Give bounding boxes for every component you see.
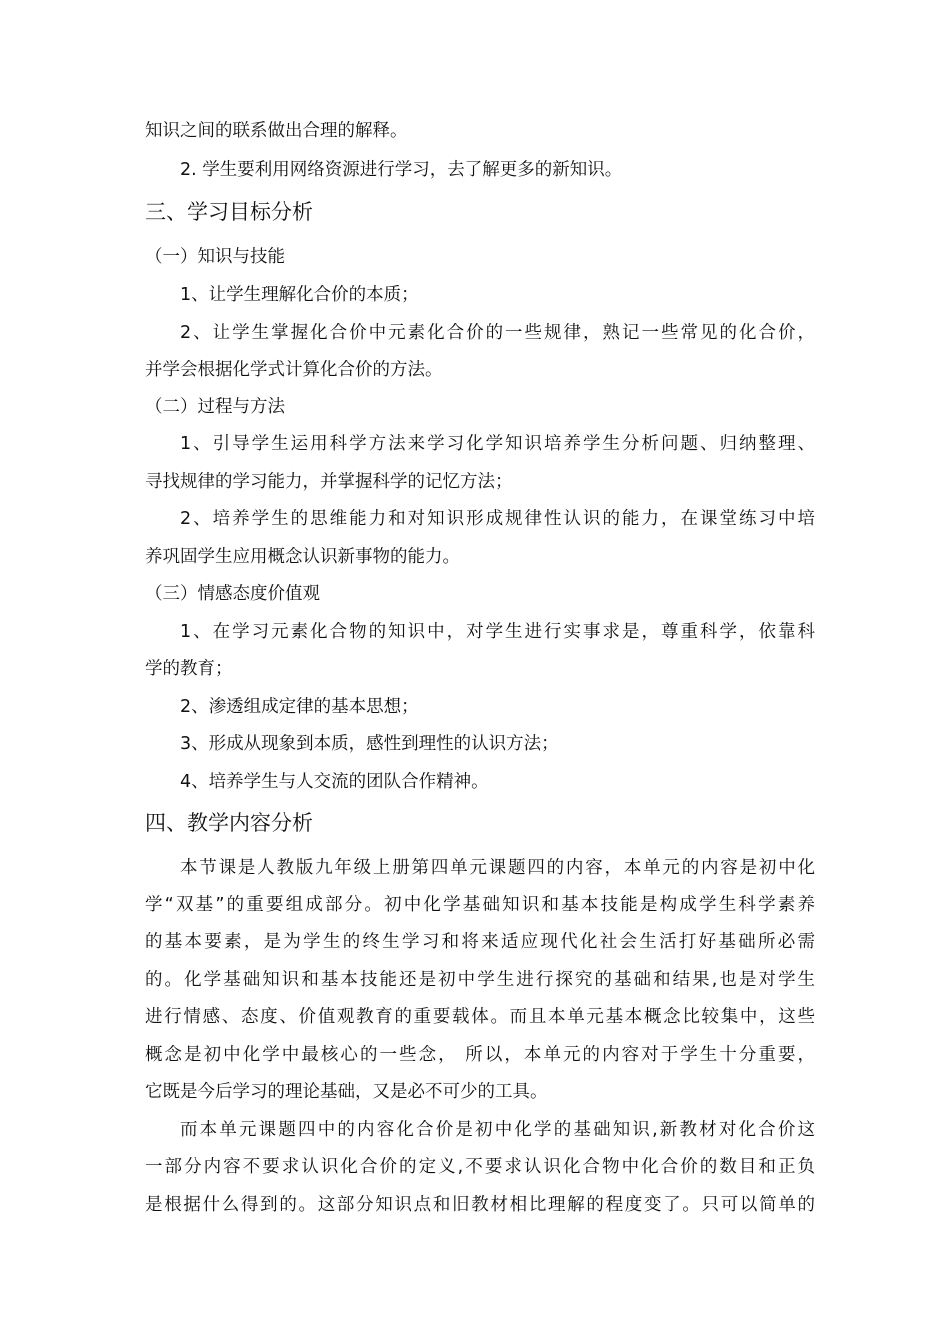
paragraph-line: 的。化学基础知识和基本技能还是初中学生进行探究的基础和结果,也是对学生 — [145, 970, 815, 990]
paragraph-line: 一部分内容不要求认识化合价的定义,不要求认识化合物中化合价的数目和正负 — [145, 1157, 815, 1177]
paragraph-line: 概念是初中化学中最核心的一些念， 所以，本单元的内容对于学生十分重要， — [145, 1045, 815, 1065]
list-item: 2、渗透组成定律的基本思想； — [180, 697, 419, 717]
list-item: 1、引导学生运用科学方法来学习化学知识培养学生分析问题、归纳整理、 — [180, 434, 815, 454]
paragraph-line: 学的教育； — [145, 659, 233, 679]
paragraph-line: 的基本要素，是为学生的终生学习和将来适应现代化社会生活打好基础所必需 — [145, 932, 815, 952]
list-item: 1、在学习元素化合物的知识中，对学生进行实事求是，尊重科学，依靠科 — [180, 622, 815, 642]
list-item: 2、培养学生的思维能力和对知识形成规律性认识的能力，在课堂练习中培 — [180, 509, 815, 529]
list-item: 2. 学生要利用网络资源进行学习，去了解更多的新知识。 — [180, 160, 623, 180]
paragraph-line: 它既是今后学习的理论基础，又是必不可少的工具。 — [145, 1082, 548, 1102]
list-item: 3、形成从现象到本质，感性到理性的认识方法； — [180, 734, 559, 754]
paragraph-line: 是根据什么得到的。这部分知识点和旧教材相比理解的程度变了。只可以简单的 — [145, 1195, 815, 1215]
list-item: 1、让学生理解化合价的本质； — [180, 285, 419, 305]
paragraph-line: 知识之间的联系做出合理的解释。 — [145, 121, 408, 141]
paragraph-line: 养巩固学生应用概念认识新事物的能力。 — [145, 547, 460, 567]
paragraph-line: 学“双基”的重要组成部分。初中化学基础知识和基本技能是构成学生科学素养 — [145, 895, 815, 915]
paragraph-line: 并学会根据化学式计算化合价的方法。 — [145, 360, 443, 380]
paragraph-line: 而本单元课题四中的内容化合价是初中化学的基础知识,新教材对化合价这 — [180, 1120, 815, 1140]
subsection-heading: （一）知识与技能 — [145, 247, 285, 267]
section-heading: 三、学习目标分析 — [145, 200, 313, 224]
list-item: 4、培养学生与人交流的团队合作精神。 — [180, 772, 489, 792]
paragraph-line: 寻找规律的学习能力，并掌握科学的记忆方法； — [145, 472, 513, 492]
subsection-heading: （二）过程与方法 — [145, 397, 285, 417]
paragraph-line: 本节课是人教版九年级上册第四单元课题四的内容，本单元的内容是初中化 — [180, 858, 815, 878]
paragraph-line: 进行情感、态度、价值观教育的重要载体。而且本单元基本概念比较集中，这些 — [145, 1007, 815, 1027]
list-item: 2、让学生掌握化合价中元素化合价的一些规律，熟记一些常见的化合价， — [180, 323, 815, 343]
section-heading: 四、教学内容分析 — [145, 811, 313, 835]
subsection-heading: （三）情感态度价值观 — [145, 584, 320, 604]
